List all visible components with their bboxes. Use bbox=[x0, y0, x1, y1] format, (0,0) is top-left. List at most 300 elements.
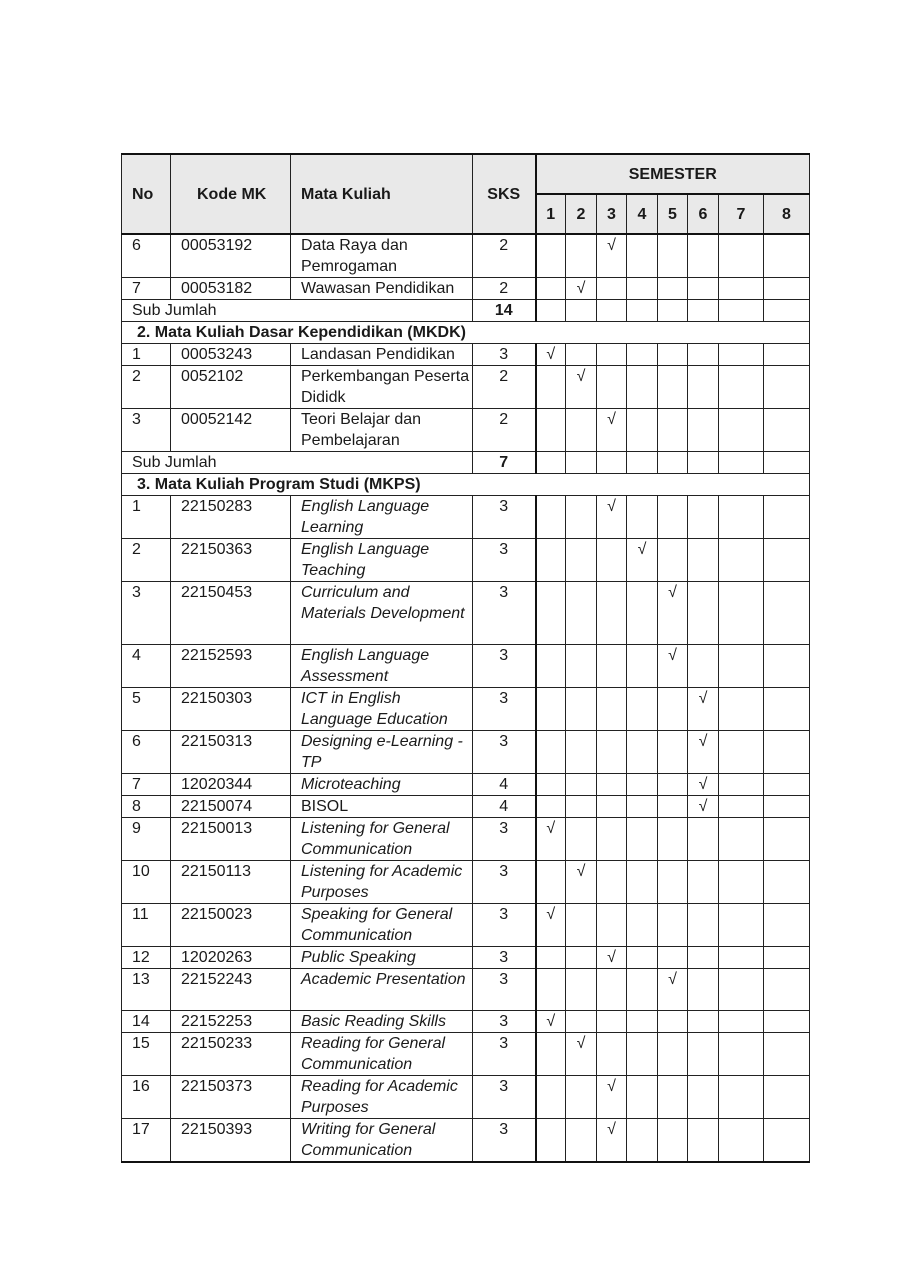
semester-cell bbox=[688, 904, 719, 947]
check-mark: √ bbox=[607, 949, 616, 966]
semester-cell bbox=[719, 688, 764, 731]
course-sks: 2 bbox=[473, 409, 536, 452]
course-name: Landasan Pendidikan bbox=[291, 344, 473, 366]
course-code: 22150283 bbox=[171, 496, 291, 539]
header-semester-2: 2 bbox=[566, 194, 597, 234]
semester-cell bbox=[764, 278, 810, 300]
course-sks: 2 bbox=[473, 234, 536, 278]
semester-cell bbox=[627, 861, 658, 904]
semester-cell bbox=[566, 731, 597, 774]
semester-cell bbox=[536, 818, 566, 861]
semester-cell bbox=[719, 1011, 764, 1033]
semester-cell bbox=[597, 818, 627, 861]
check-mark: √ bbox=[698, 690, 708, 707]
semester-cell bbox=[536, 1011, 566, 1033]
semester-cell bbox=[597, 731, 627, 774]
semester-cell bbox=[764, 344, 810, 366]
course-name: Public Speaking bbox=[291, 947, 473, 969]
semester-cell bbox=[536, 300, 566, 322]
semester-cell bbox=[597, 1076, 627, 1119]
semester-cell bbox=[764, 688, 810, 731]
check-mark: √ bbox=[668, 647, 677, 664]
course-no: 3 bbox=[122, 582, 171, 645]
semester-cell bbox=[719, 582, 764, 645]
semester-cell bbox=[719, 366, 764, 409]
semester-cell bbox=[536, 344, 566, 366]
semester-cell bbox=[536, 861, 566, 904]
course-row bbox=[122, 818, 810, 861]
semester-cell bbox=[719, 300, 764, 322]
semester-cell bbox=[536, 1033, 566, 1076]
semester-cell bbox=[719, 344, 764, 366]
semester-cell bbox=[627, 774, 658, 796]
semester-cell bbox=[536, 688, 566, 731]
semester-cell bbox=[688, 452, 719, 474]
semester-cell bbox=[719, 904, 764, 947]
check-mark: √ bbox=[668, 584, 677, 601]
semester-cell bbox=[536, 366, 566, 409]
subtotal-label: Sub Jumlah bbox=[122, 300, 473, 322]
header-semester-1: 1 bbox=[536, 194, 566, 234]
course-sks: 3 bbox=[473, 947, 536, 969]
semester-cell bbox=[658, 818, 688, 861]
header-semester-8: 8 bbox=[764, 194, 810, 234]
semester-cell bbox=[658, 344, 688, 366]
semester-cell bbox=[627, 731, 658, 774]
semester-cell bbox=[627, 582, 658, 645]
semester-cell bbox=[719, 645, 764, 688]
semester-cell bbox=[536, 1076, 566, 1119]
check-mark: √ bbox=[668, 971, 677, 988]
subtotal-sks: 14 bbox=[473, 300, 536, 322]
course-row bbox=[122, 947, 810, 969]
semester-cell bbox=[597, 1033, 627, 1076]
header-no: No bbox=[122, 154, 171, 234]
semester-cell bbox=[597, 539, 627, 582]
semester-cell bbox=[627, 688, 658, 731]
course-no: 9 bbox=[122, 818, 171, 861]
semester-cell bbox=[566, 1011, 597, 1033]
semester-cell bbox=[566, 409, 597, 452]
semester-cell bbox=[719, 796, 764, 818]
header-semester-6: 6 bbox=[688, 194, 719, 234]
semester-cell bbox=[597, 796, 627, 818]
semester-cell bbox=[597, 452, 627, 474]
semester-cell bbox=[658, 1033, 688, 1076]
semester-cell bbox=[764, 539, 810, 582]
semester-cell bbox=[536, 645, 566, 688]
header-semester-7: 7 bbox=[719, 194, 764, 234]
course-no: 5 bbox=[122, 688, 171, 731]
course-name: Listening for Academic Purposes bbox=[291, 861, 473, 904]
semester-cell bbox=[764, 818, 810, 861]
semester-cell bbox=[627, 1011, 658, 1033]
semester-cell bbox=[764, 1033, 810, 1076]
course-name: ICT in English Language Education bbox=[291, 688, 473, 731]
semester-cell bbox=[719, 1033, 764, 1076]
course-row bbox=[122, 731, 810, 774]
semester-cell bbox=[658, 904, 688, 947]
course-no: 7 bbox=[122, 774, 171, 796]
course-code: 22152593 bbox=[171, 645, 291, 688]
course-code: 22150023 bbox=[171, 904, 291, 947]
semester-cell bbox=[566, 645, 597, 688]
semester-cell bbox=[566, 344, 597, 366]
course-name: Curriculum and Materials Development bbox=[291, 582, 473, 645]
semester-cell bbox=[627, 645, 658, 688]
course-row bbox=[122, 278, 810, 300]
semester-cell bbox=[627, 818, 658, 861]
semester-cell bbox=[627, 496, 658, 539]
course-row bbox=[122, 774, 810, 796]
course-no: 6 bbox=[122, 731, 171, 774]
semester-cell bbox=[688, 1033, 719, 1076]
course-sks: 2 bbox=[473, 366, 536, 409]
semester-cell bbox=[764, 861, 810, 904]
header-semester: SEMESTER bbox=[536, 154, 810, 194]
course-no: 15 bbox=[122, 1033, 171, 1076]
semester-cell bbox=[658, 278, 688, 300]
semester-cell bbox=[597, 234, 627, 278]
semester-cell bbox=[627, 1076, 658, 1119]
course-row bbox=[122, 969, 810, 1011]
semester-cell bbox=[658, 582, 688, 645]
semester-cell bbox=[764, 582, 810, 645]
course-row bbox=[122, 1033, 810, 1076]
semester-cell bbox=[719, 1119, 764, 1163]
semester-cell bbox=[597, 582, 627, 645]
semester-cell bbox=[597, 496, 627, 539]
course-name: Listening for General Communication bbox=[291, 818, 473, 861]
subtotal-row bbox=[122, 300, 810, 322]
semester-cell bbox=[688, 861, 719, 904]
course-row bbox=[122, 1076, 810, 1119]
course-code: 22150363 bbox=[171, 539, 291, 582]
semester-cell bbox=[658, 774, 688, 796]
course-no: 1 bbox=[122, 344, 171, 366]
semester-cell bbox=[658, 366, 688, 409]
semester-cell bbox=[719, 861, 764, 904]
semester-cell bbox=[627, 947, 658, 969]
subtotal-label: Sub Jumlah bbox=[122, 452, 473, 474]
check-mark: √ bbox=[698, 776, 708, 793]
course-code: 00053182 bbox=[171, 278, 291, 300]
course-sks: 3 bbox=[473, 539, 536, 582]
semester-cell bbox=[688, 774, 719, 796]
section-title: 2. Mata Kuliah Dasar Kependidikan (MKDK) bbox=[122, 322, 810, 344]
semester-cell bbox=[536, 774, 566, 796]
check-mark: √ bbox=[546, 820, 556, 837]
header-mata-kuliah: Mata Kuliah bbox=[291, 154, 473, 234]
semester-cell bbox=[536, 796, 566, 818]
semester-cell bbox=[764, 1076, 810, 1119]
course-row bbox=[122, 366, 810, 409]
course-code: 22150074 bbox=[171, 796, 291, 818]
semester-cell bbox=[658, 688, 688, 731]
course-row bbox=[122, 688, 810, 731]
check-mark: √ bbox=[546, 1013, 556, 1030]
semester-cell bbox=[688, 278, 719, 300]
course-row bbox=[122, 539, 810, 582]
semester-cell bbox=[764, 969, 810, 1011]
semester-cell bbox=[566, 582, 597, 645]
course-name: Writing for General Communication bbox=[291, 1119, 473, 1163]
semester-cell bbox=[597, 344, 627, 366]
course-code: 12020344 bbox=[171, 774, 291, 796]
course-sks: 3 bbox=[473, 1119, 536, 1163]
semester-cell bbox=[688, 1011, 719, 1033]
semester-cell bbox=[719, 496, 764, 539]
check-mark: √ bbox=[576, 280, 586, 297]
semester-cell bbox=[658, 1076, 688, 1119]
course-name: Teori Belajar dan Pembelajaran bbox=[291, 409, 473, 452]
header-semester-5: 5 bbox=[658, 194, 688, 234]
semester-cell bbox=[658, 300, 688, 322]
check-mark: √ bbox=[607, 237, 616, 254]
semester-cell bbox=[536, 904, 566, 947]
semester-cell bbox=[658, 947, 688, 969]
course-row bbox=[122, 496, 810, 539]
semester-cell bbox=[719, 969, 764, 1011]
semester-cell bbox=[627, 344, 658, 366]
semester-cell bbox=[597, 947, 627, 969]
semester-cell bbox=[536, 409, 566, 452]
semester-cell bbox=[688, 344, 719, 366]
semester-cell bbox=[764, 904, 810, 947]
semester-cell bbox=[764, 496, 810, 539]
semester-cell bbox=[719, 539, 764, 582]
section-title: 3. Mata Kuliah Program Studi (MKPS) bbox=[122, 474, 810, 496]
semester-cell bbox=[566, 452, 597, 474]
semester-cell bbox=[536, 278, 566, 300]
course-row bbox=[122, 344, 810, 366]
course-row bbox=[122, 904, 810, 947]
semester-cell bbox=[658, 1011, 688, 1033]
course-code: 0052102 bbox=[171, 366, 291, 409]
semester-cell bbox=[536, 731, 566, 774]
semester-cell bbox=[658, 1119, 688, 1163]
semester-cell bbox=[719, 818, 764, 861]
curriculum-table bbox=[121, 153, 810, 1163]
course-row bbox=[122, 1011, 810, 1033]
course-name: Microteaching bbox=[291, 774, 473, 796]
course-no: 16 bbox=[122, 1076, 171, 1119]
semester-cell bbox=[536, 234, 566, 278]
semester-cell bbox=[536, 582, 566, 645]
semester-cell bbox=[627, 1119, 658, 1163]
course-no: 10 bbox=[122, 861, 171, 904]
semester-cell bbox=[627, 904, 658, 947]
course-sks: 4 bbox=[473, 796, 536, 818]
semester-cell bbox=[764, 1011, 810, 1033]
semester-cell bbox=[536, 452, 566, 474]
course-name: English Language Teaching bbox=[291, 539, 473, 582]
semester-cell bbox=[719, 409, 764, 452]
course-sks: 2 bbox=[473, 278, 536, 300]
semester-cell bbox=[627, 1033, 658, 1076]
semester-cell bbox=[566, 969, 597, 1011]
section-row bbox=[122, 474, 810, 496]
semester-cell bbox=[627, 409, 658, 452]
check-mark: √ bbox=[546, 906, 556, 923]
semester-cell bbox=[658, 969, 688, 1011]
course-code: 22150453 bbox=[171, 582, 291, 645]
semester-cell bbox=[658, 452, 688, 474]
course-name: Academic Presentation bbox=[291, 969, 473, 1011]
semester-cell bbox=[658, 645, 688, 688]
semester-cell bbox=[764, 731, 810, 774]
semester-cell bbox=[719, 452, 764, 474]
course-no: 13 bbox=[122, 969, 171, 1011]
course-name: English Language Learning bbox=[291, 496, 473, 539]
check-mark: √ bbox=[576, 1035, 586, 1052]
semester-cell bbox=[536, 1119, 566, 1163]
semester-cell bbox=[764, 366, 810, 409]
semester-cell bbox=[597, 1119, 627, 1163]
course-no: 1 bbox=[122, 496, 171, 539]
semester-cell bbox=[566, 1033, 597, 1076]
course-no: 4 bbox=[122, 645, 171, 688]
check-mark: √ bbox=[607, 411, 616, 428]
course-row bbox=[122, 645, 810, 688]
semester-cell bbox=[597, 366, 627, 409]
course-sks: 4 bbox=[473, 774, 536, 796]
course-code: 22150233 bbox=[171, 1033, 291, 1076]
subtotal-sks: 7 bbox=[473, 452, 536, 474]
semester-cell bbox=[566, 1119, 597, 1163]
course-row bbox=[122, 796, 810, 818]
semester-cell bbox=[566, 300, 597, 322]
course-row bbox=[122, 861, 810, 904]
course-row bbox=[122, 582, 810, 645]
course-name: Basic Reading Skills bbox=[291, 1011, 473, 1033]
course-no: 7 bbox=[122, 278, 171, 300]
semester-cell bbox=[688, 366, 719, 409]
check-mark: √ bbox=[637, 541, 647, 558]
semester-cell bbox=[688, 818, 719, 861]
semester-cell bbox=[688, 731, 719, 774]
course-name: English Language Assessment bbox=[291, 645, 473, 688]
course-code: 00053192 bbox=[171, 234, 291, 278]
semester-cell bbox=[597, 409, 627, 452]
course-sks: 3 bbox=[473, 818, 536, 861]
semester-cell bbox=[764, 452, 810, 474]
semester-cell bbox=[764, 796, 810, 818]
semester-cell bbox=[719, 731, 764, 774]
semester-cell bbox=[536, 496, 566, 539]
semester-cell bbox=[597, 774, 627, 796]
semester-cell bbox=[719, 278, 764, 300]
course-code: 22150113 bbox=[171, 861, 291, 904]
semester-cell bbox=[688, 1119, 719, 1163]
semester-cell bbox=[688, 645, 719, 688]
subtotal-row bbox=[122, 452, 810, 474]
semester-cell bbox=[658, 861, 688, 904]
semester-cell bbox=[688, 496, 719, 539]
semester-cell bbox=[627, 300, 658, 322]
semester-cell bbox=[536, 969, 566, 1011]
course-sks: 3 bbox=[473, 904, 536, 947]
semester-cell bbox=[597, 904, 627, 947]
course-name: Speaking for General Communication bbox=[291, 904, 473, 947]
course-no: 12 bbox=[122, 947, 171, 969]
course-name: Perkembangan Peserta Dididk bbox=[291, 366, 473, 409]
semester-cell bbox=[627, 452, 658, 474]
semester-cell bbox=[566, 234, 597, 278]
semester-cell bbox=[627, 366, 658, 409]
course-code: 22150013 bbox=[171, 818, 291, 861]
header-kode-mk: Kode MK bbox=[171, 154, 291, 234]
semester-cell bbox=[566, 278, 597, 300]
course-name: Wawasan Pendidikan bbox=[291, 278, 473, 300]
course-row bbox=[122, 1119, 810, 1163]
semester-cell bbox=[536, 539, 566, 582]
course-name: Designing e-Learning - TP bbox=[291, 731, 473, 774]
course-code: 22152243 bbox=[171, 969, 291, 1011]
semester-cell bbox=[764, 409, 810, 452]
course-sks: 3 bbox=[473, 731, 536, 774]
semester-cell bbox=[597, 278, 627, 300]
check-mark: √ bbox=[698, 733, 708, 750]
course-name: Reading for Academic Purposes bbox=[291, 1076, 473, 1119]
semester-cell bbox=[597, 300, 627, 322]
check-mark: √ bbox=[607, 1078, 616, 1095]
semester-cell bbox=[566, 796, 597, 818]
header-semester-3: 3 bbox=[597, 194, 627, 234]
course-no: 17 bbox=[122, 1119, 171, 1163]
course-no: 6 bbox=[122, 234, 171, 278]
check-mark: √ bbox=[576, 368, 586, 385]
semester-cell bbox=[597, 861, 627, 904]
semester-cell bbox=[566, 904, 597, 947]
semester-cell bbox=[688, 582, 719, 645]
semester-cell bbox=[658, 234, 688, 278]
course-sks: 3 bbox=[473, 344, 536, 366]
check-mark: √ bbox=[546, 346, 556, 363]
course-name: Reading for General Communication bbox=[291, 1033, 473, 1076]
semester-cell bbox=[688, 947, 719, 969]
course-sks: 3 bbox=[473, 1076, 536, 1119]
semester-cell bbox=[688, 969, 719, 1011]
course-no: 14 bbox=[122, 1011, 171, 1033]
section-row bbox=[122, 322, 810, 344]
course-no: 3 bbox=[122, 409, 171, 452]
semester-cell bbox=[658, 731, 688, 774]
semester-cell bbox=[688, 688, 719, 731]
semester-cell bbox=[597, 969, 627, 1011]
semester-cell bbox=[627, 969, 658, 1011]
semester-cell bbox=[658, 539, 688, 582]
semester-cell bbox=[566, 496, 597, 539]
semester-cell bbox=[566, 688, 597, 731]
semester-cell bbox=[566, 1076, 597, 1119]
semester-cell bbox=[688, 409, 719, 452]
semester-cell bbox=[627, 796, 658, 818]
semester-cell bbox=[566, 818, 597, 861]
semester-cell bbox=[764, 1119, 810, 1163]
semester-cell bbox=[764, 645, 810, 688]
course-name: BISOL bbox=[291, 796, 473, 818]
semester-cell bbox=[764, 234, 810, 278]
semester-cell bbox=[566, 539, 597, 582]
course-code: 00053243 bbox=[171, 344, 291, 366]
course-code: 22152253 bbox=[171, 1011, 291, 1033]
semester-cell bbox=[719, 947, 764, 969]
course-sks: 3 bbox=[473, 496, 536, 539]
semester-cell bbox=[719, 234, 764, 278]
course-code: 12020263 bbox=[171, 947, 291, 969]
check-mark: √ bbox=[698, 798, 708, 815]
